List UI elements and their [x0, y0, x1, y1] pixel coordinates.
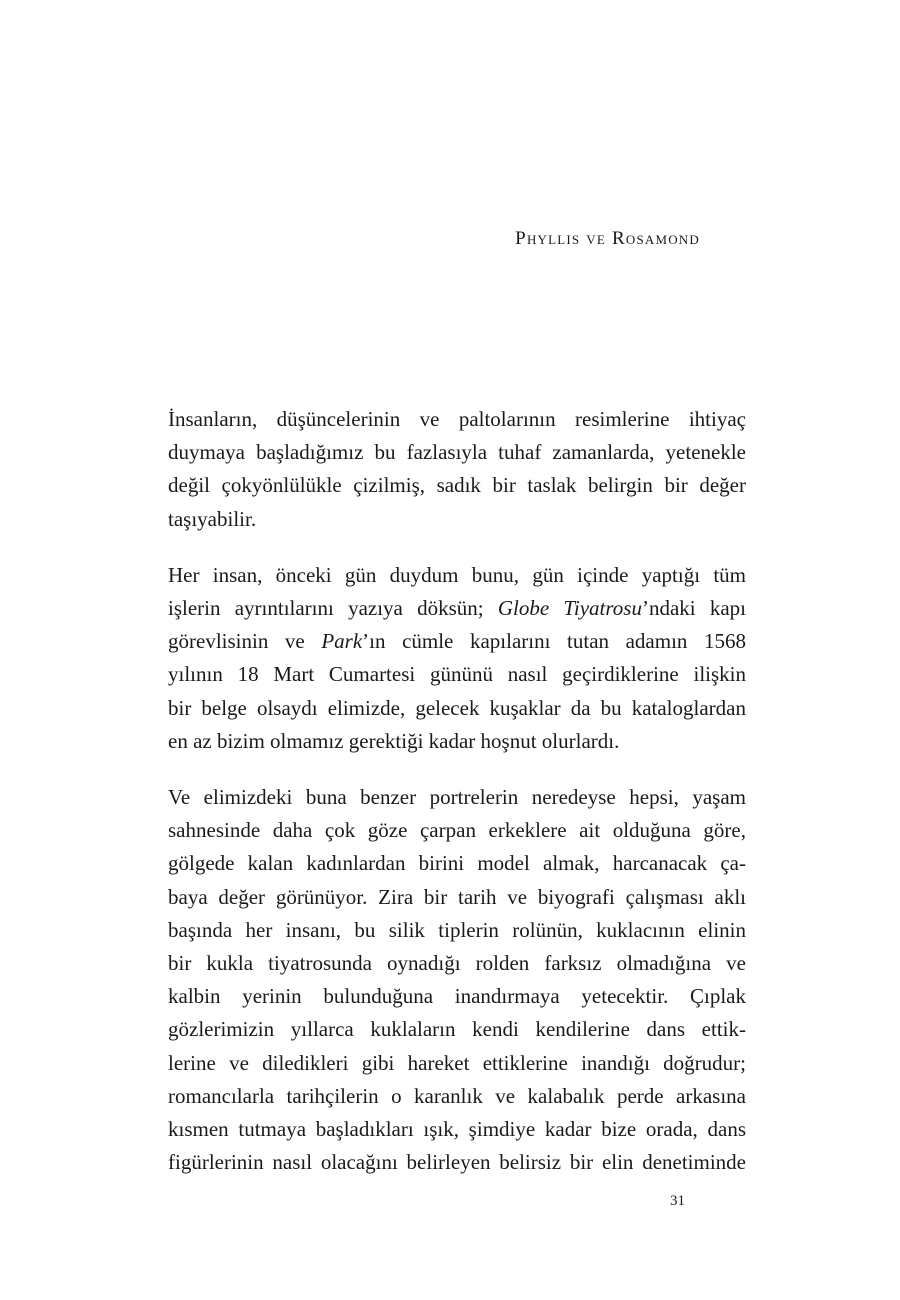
text-line: baya değer görünüyor. Zira bir tarih ve biyografi çalışması aklı — [168, 884, 746, 909]
text-line: yılının 18 Mart Cumartesi gününü nasıl geçirdiklerine ilişkin — [168, 662, 746, 687]
text-line: romancılarla tarihçilerin o karanlık ve kalabalık perde arkasına — [168, 1083, 746, 1108]
text-line: en az bizim olmamız gerektiği kadar hoşnut olurlardı. — [168, 728, 620, 753]
chapter-title: Phyllis ve Rosamond — [515, 228, 700, 249]
text-line: lerine ve diledikleri gibi hareket ettiklerine inandığı doğrudur; — [168, 1050, 746, 1075]
text-line: sahnesinde daha çok göze çarpan erkeklere ait olduğuna göre, — [168, 818, 746, 843]
paragraph-1 — [168, 403, 746, 536]
italic-term: Park — [321, 629, 363, 654]
text-line: kalbin yerinin bulunduğuna inandırmaya yetecektir. Çıplak — [168, 984, 746, 1009]
text-line: başında her insanı, bu silik tiplerin rolünün, kuklacının elinin — [168, 917, 746, 942]
text-line: kısmen tutmaya başladıkları ışık, şimdiye kadar bize orada, dans — [168, 1117, 746, 1142]
text-line: Her insan, önceki gün duydum bunu, gün içinde yaptığı tüm — [168, 562, 746, 587]
paragraph-3 — [168, 781, 746, 1179]
text-line: gözlerimizin yıllarca kuklaların kendi kendilerine dans ettik- — [168, 1017, 746, 1042]
page-number: 31 — [670, 1193, 685, 1209]
paragraph-2 — [168, 559, 746, 758]
text-line: bir kukla tiyatrosunda oynadığı rolden farksız olmadığına ve — [168, 951, 746, 976]
text-line: Ve elimizdeki buna benzer portrelerin neredeyse hepsi, yaşam — [168, 785, 746, 810]
text-line: duymaya başladığımız bu fazlasıyla tuhaf zamanlarda, yetenekle — [168, 440, 746, 465]
text-line: taşıyabilir. — [168, 506, 257, 531]
text-line: değil çokyönlülükle çizilmiş, sadık bir taslak belirgin bir değer — [168, 473, 746, 498]
text-line: işlerin ayrıntılarını yazıya döksün; Globe Tiyatrosu’ndaki kapı — [168, 596, 746, 621]
text-line: bir belge olsaydı elimizde, gelecek kuşaklar da bu kataloglardan — [168, 695, 746, 720]
text-line: figürlerinin nasıl olacağını belirleyen belirsiz bir elin denetiminde — [168, 1150, 746, 1175]
italic-term: Globe Tiyatrosu — [497, 596, 642, 621]
text-line: gölgede kalan kadınlardan birini model almak, harcanacak ça- — [168, 851, 746, 876]
body-text — [168, 403, 746, 1202]
text-line: İnsanların, düşüncelerinin ve paltolarının resimlerine ihtiyaç — [168, 407, 746, 431]
text-line: görevlisinin ve Park’ın cümle kapılarını tutan adamın 1568 — [168, 629, 746, 654]
